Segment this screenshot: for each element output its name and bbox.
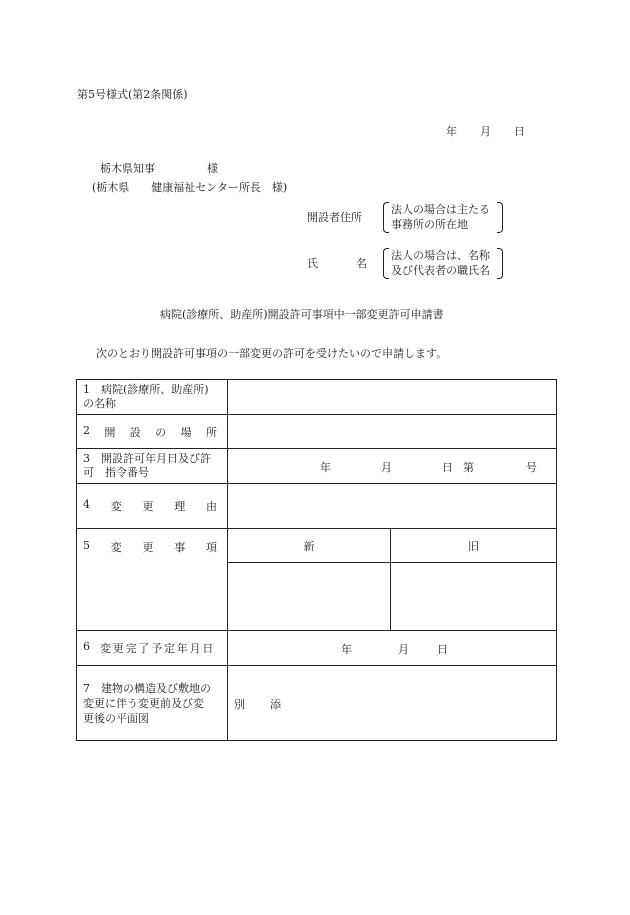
form-title: 病院(診療所、助産所)開設許可事項中一部変更許可申請書	[160, 308, 444, 321]
floor-plan-value[interactable]: 別 添	[228, 666, 557, 741]
date-year: 年	[446, 125, 457, 138]
completion-date-value[interactable]: 年 月 日	[228, 631, 557, 666]
reason-label: 4 変 更 理 由	[77, 484, 228, 529]
name-note-bracket	[383, 248, 503, 279]
intro-text: 次のとおり開設許可事項の一部変更の許可を受けたいので申請します。	[96, 347, 448, 360]
addressee-sama: 様	[207, 162, 218, 175]
facility-name-value[interactable]	[228, 380, 557, 415]
change-old-value[interactable]	[391, 563, 557, 631]
table-row-permit-date	[77, 449, 557, 484]
change-new-header: 新	[228, 529, 391, 563]
name-label-1: 氏	[307, 257, 318, 270]
facility-name-label: 1 病院(診療所、助産所) の名称	[77, 380, 228, 415]
date-day: 日	[514, 125, 525, 138]
location-value[interactable]	[228, 415, 557, 449]
right-bracket	[497, 248, 503, 279]
table-row-reason	[77, 484, 557, 529]
form-number: 第5号様式(第2条関係)	[77, 88, 188, 101]
table-row-change-items-header	[77, 529, 557, 563]
application-table	[76, 379, 557, 741]
table-row-floor-plan	[77, 666, 557, 741]
table-row-facility-name	[77, 380, 557, 415]
reason-value[interactable]	[228, 484, 557, 529]
left-bracket	[383, 248, 389, 279]
permit-date-value[interactable]: 年 月 日 第 号	[228, 449, 557, 484]
address-label: 開設者住所	[307, 211, 362, 224]
location-label: 2 開 設 の 場 所	[77, 415, 228, 449]
address-note-bracket	[383, 202, 503, 233]
change-new-value[interactable]	[228, 563, 391, 631]
floor-plan-label: 7 建物の構造及び敷地の 変更に伴う変更前及び変 更後の平面図	[77, 666, 228, 741]
change-items-label: 5 変 更 事 項	[77, 529, 228, 631]
right-bracket	[497, 202, 503, 233]
name-note: 法人の場合は、名称 及び代表者の職氏名	[391, 249, 490, 277]
addressee-center: (栃木県 健康福祉センター所長 様)	[92, 181, 288, 194]
name-label-2: 名	[356, 257, 367, 270]
table-row-completion-date	[77, 631, 557, 666]
permit-date-label: 3 開設許可年月日及び許 可 指令番号	[77, 449, 228, 484]
date-month: 月	[480, 125, 491, 138]
left-bracket	[383, 202, 389, 233]
completion-date-label: 6 変更完了予定年月日	[77, 631, 228, 666]
change-old-header: 旧	[391, 529, 557, 563]
addressee-governor: 栃木県知事	[100, 162, 155, 175]
table-row-location	[77, 415, 557, 449]
address-note: 法人の場合は主たる 事務所の所在地	[391, 203, 490, 231]
